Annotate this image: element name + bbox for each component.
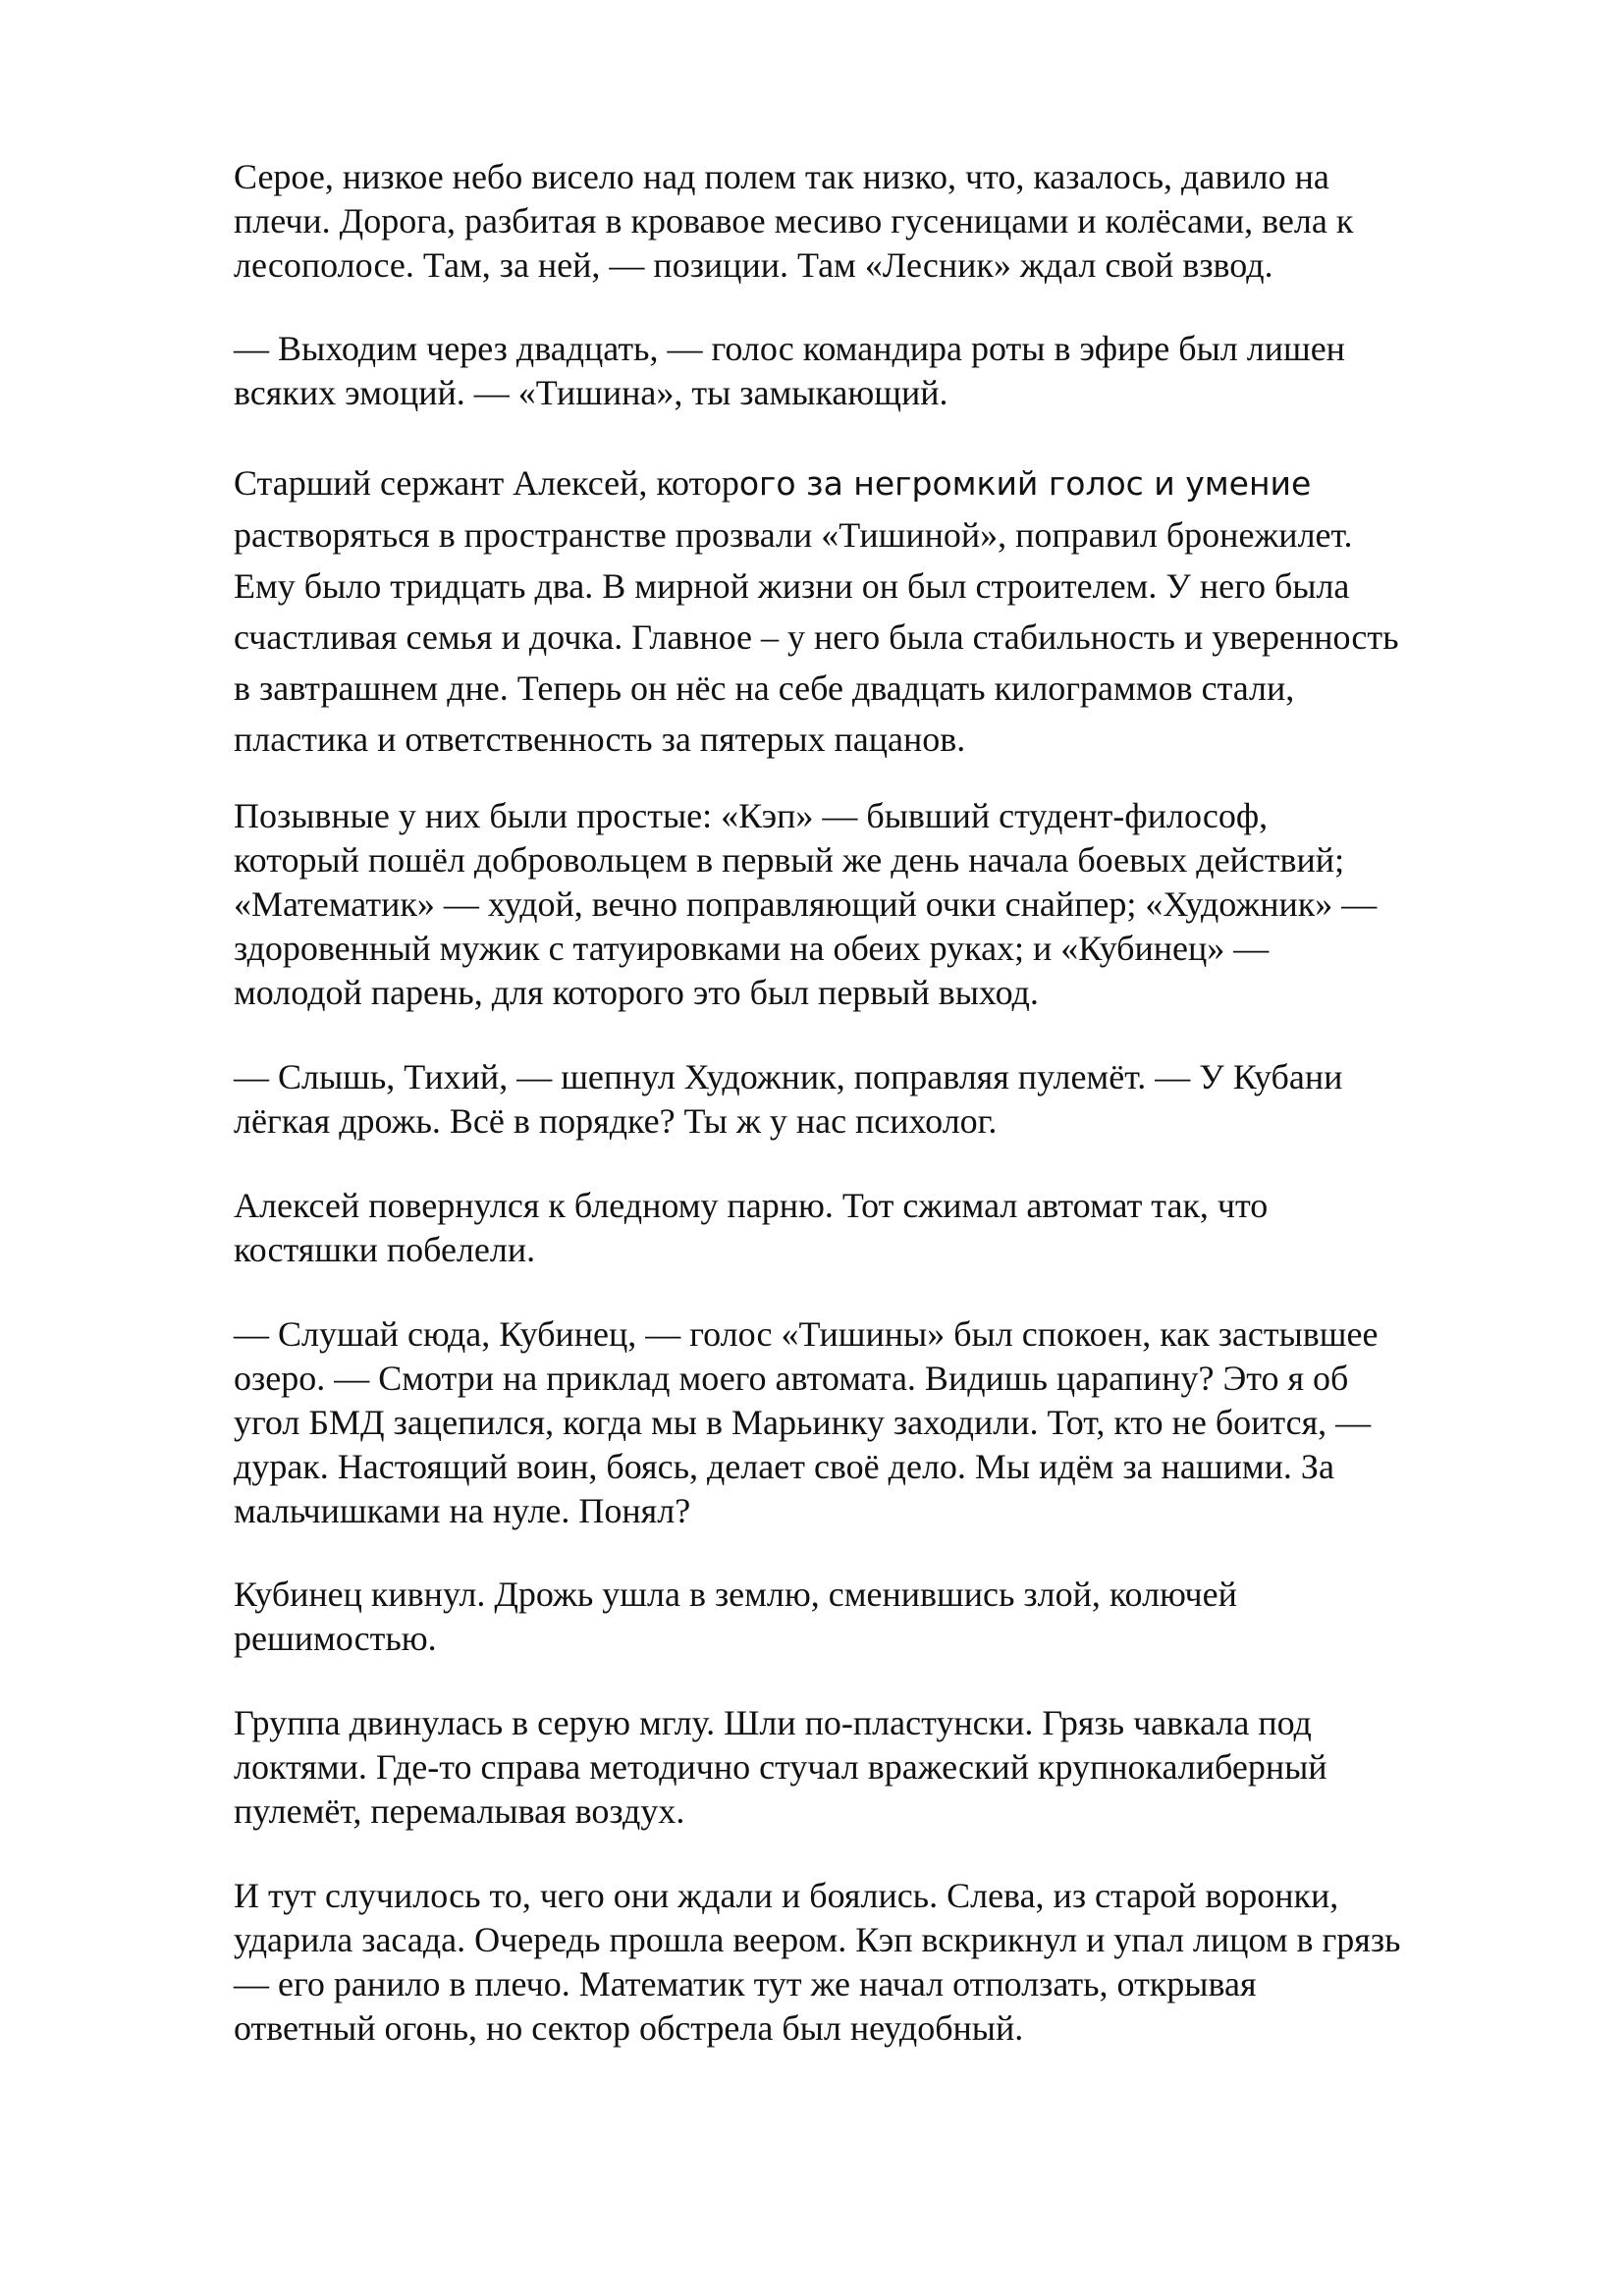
paragraph-5 [234,1055,1510,1144]
text-line [234,457,1510,509]
paragraph-2 [234,327,1510,415]
text-line: Алексей повернулся к бледному парню. Тот сжимал автомат так, что [234,1186,1269,1225]
text-line: — Слушай сюда, Кубинец, — голос «Тишины» был спокоен, как застывшее [234,1314,1379,1354]
text-line: плечи. Дорога, разбитая в кровавое месиво гусеницами и колёсами, вела к [234,201,1354,240]
text-line: дурак. Настоящий воин, боясь, делает своё дело. Мы идём за нашими. За [234,1447,1334,1486]
text-line: мальчишками на нуле. Понял? [234,1491,691,1530]
text-line: — Слышь, Тихий, — шепнул Художник, поправляя пулемёт. — У Кубани [234,1057,1343,1096]
paragraph-1 [234,155,1510,288]
text-run-sans: ого за негромкий голос и умение [738,464,1312,503]
text-line: ударила засада. Очередь прошла веером. Кэп вскрикнул и упал лицом в грязь [234,1920,1401,1959]
text-line: в завтрашнем дне. Теперь он нёс на себе двадцать килограммов стали, [234,668,1295,708]
text-line: «Математик» — худой, вечно поправляющий очки снайпер; «Художник» — [234,884,1378,924]
paragraph-6 [234,1184,1510,1272]
text-line: Серое, низкое небо висело над полем так низко, что, казалось, давило на [234,157,1329,196]
paragraph-10 [234,1874,1510,2051]
paragraph-9 [234,1701,1510,1834]
paragraph-4 [234,794,1510,1015]
text-line: костяшки побелели. [234,1230,536,1269]
text-line: — его ранило в плечо. Математик тут же начал отползать, открывая [234,1964,1257,2003]
text-line: растворяться в пространстве прозвали «Тишиной», поправил бронежилет. [234,515,1353,555]
paragraph-8 [234,1573,1510,1661]
text-line: — Выходим через двадцать, — голос командира роты в эфире был лишен [234,329,1345,368]
text-line: озеро. — Смотри на приклад моего автомата. Видишь царапину? Это я об [234,1359,1349,1398]
text-line: лёгкая дрожь. Всё в порядке? Ты ж у нас психолог. [234,1101,998,1141]
text-line: Кубинец кивнул. Дрожь ушла в землю, сменившись злой, колючей [234,1575,1237,1614]
text-line: И тут случилось то, чего они ждали и боялись. Слева, из старой воронки, [234,1876,1339,1915]
text-line: пластика и ответственность за пятерых пацанов. [234,720,966,759]
text-line: Ему было тридцать два. В мирной жизни он был строителем. У него была [234,566,1350,606]
text-line: который пошёл добровольцем в первый же день начала боевых действий; [234,840,1345,880]
text-line: пулемёт, перемалывая воздух. [234,1791,685,1831]
text-line: Позывные у них были простые: «Кэп» — бывший студент-философ, [234,796,1269,835]
text-line: лесополосе. Там, за ней, — позиции. Там «Лесник» ждал свой взвод. [234,245,1273,285]
text-line: решимостью. [234,1619,437,1658]
text-line: всяких эмоций. — «Тишина», ты замыкающий. [234,373,948,412]
text-line: ответный огонь, но сектор обстрела был неудобный. [234,2008,1024,2048]
text-line: угол БМД зацепился, когда мы в Марьинку заходили. Тот, кто не боится, — [234,1403,1372,1442]
text-run-serif: Старший сержант Алексей, котор [234,463,739,503]
text-line: локтями. Где-то справа методично стучал вражеский крупнокалиберный [234,1747,1327,1787]
paragraph-7 [234,1312,1510,1533]
text-line: здоровенный мужик с татуировками на обеих руках; и «Кубинец» — [234,929,1270,968]
text-line: Группа двинулась в серую мглу. Шли по-пластунски. Грязь чавкала под [234,1703,1312,1742]
paragraph-3 [234,457,1510,765]
text-line: счастливая семья и дочка. Главное – у него была стабильность и уверенность [234,617,1399,657]
text-line: молодой парень, для которого это был первый выход. [234,973,1039,1012]
